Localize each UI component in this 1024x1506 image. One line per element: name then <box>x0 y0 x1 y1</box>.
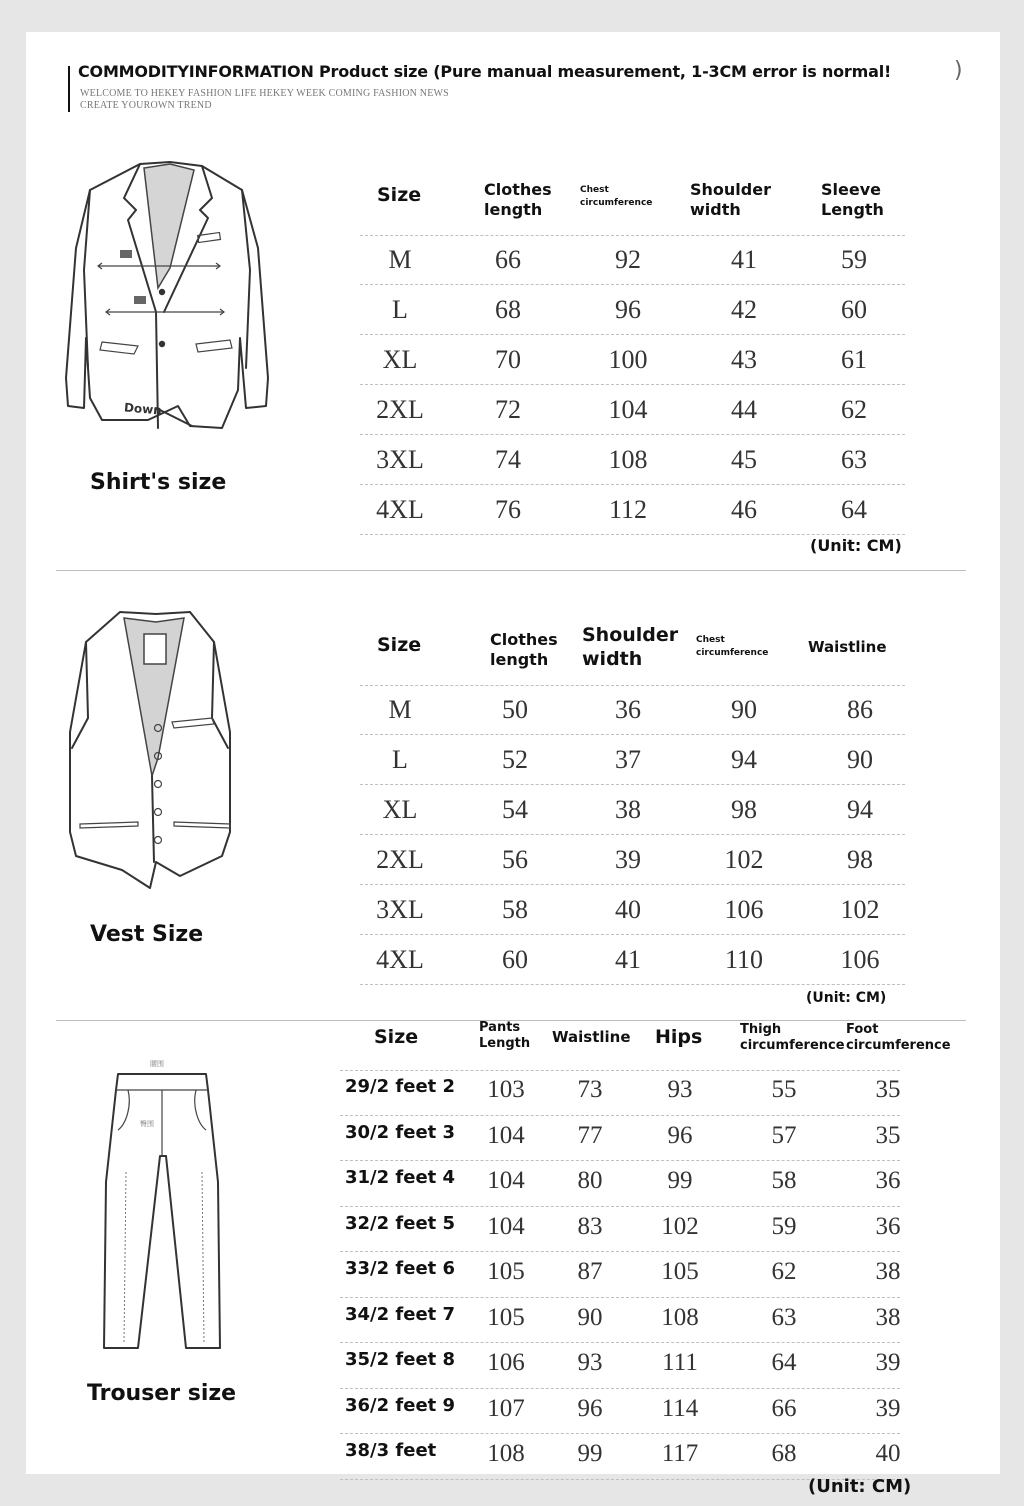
trouser-table-row <box>340 1207 900 1253</box>
trouser-header-5-line-1: circumference <box>846 1038 951 1054</box>
vest-cell: 41 <box>615 945 641 974</box>
vest-header-0 <box>377 634 421 658</box>
page-header <box>68 60 968 112</box>
trouser-cell: 117 <box>661 1440 699 1467</box>
vest-cell: 106 <box>724 895 764 924</box>
trouser-cell: 103 <box>487 1076 525 1103</box>
shirt-cell: 4XL <box>376 495 424 524</box>
trouser-cell: 104 <box>487 1121 525 1149</box>
shirt-header-4 <box>821 180 884 220</box>
trouser-cell: 68 <box>771 1440 797 1467</box>
trouser-cell: 64 <box>771 1349 797 1376</box>
shirt-header-0-line-0: Size <box>377 184 422 206</box>
vest-row-separator <box>360 984 905 985</box>
vest-header-2 <box>582 624 678 672</box>
shirt-cell: 104 <box>608 395 648 424</box>
shirt-cell: 72 <box>495 395 521 424</box>
vest-header-1-line-1: length <box>490 650 549 669</box>
shirt-cell: M <box>388 245 412 274</box>
trouser-cell-size: 34/2 feet 7 <box>345 1303 456 1325</box>
vest-header-4 <box>808 638 887 657</box>
shirt-cell: 45 <box>731 445 757 474</box>
trouser-header-3 <box>655 1026 702 1050</box>
shirt-cell: 61 <box>841 345 867 374</box>
shirt-cell: 68 <box>495 295 521 324</box>
vest-table-row <box>360 685 905 735</box>
trouser-header-4-line-0: Thigh <box>740 1022 782 1037</box>
trouser-table-row <box>340 1343 900 1389</box>
trouser-cell: 38 <box>875 1303 901 1331</box>
shirt-header-3-line-1: width <box>690 200 741 219</box>
trouser-cell: 66 <box>771 1394 797 1422</box>
vest-header-0-line-0: Size <box>377 634 422 656</box>
trouser-cell: 105 <box>487 1303 525 1331</box>
shirt-cell: 43 <box>731 345 757 374</box>
vest-table-row <box>360 835 905 885</box>
shirt-cell: 2XL <box>376 395 424 424</box>
vest-cell: 110 <box>724 945 764 974</box>
trouser-table-row <box>340 1161 900 1207</box>
trouser-size-table <box>340 1020 970 1500</box>
trouser-header-2 <box>552 1028 631 1047</box>
vest-cell: M <box>388 695 412 724</box>
vest-cell: 56 <box>502 845 528 874</box>
shirt-cell: 76 <box>495 495 521 524</box>
trouser-cell: 55 <box>771 1076 797 1103</box>
trouser-cell: 93 <box>577 1349 603 1376</box>
vest-cell: 50 <box>502 695 528 724</box>
trouser-cell: 96 <box>667 1121 693 1149</box>
trouser-table-row <box>340 1389 900 1435</box>
vest-cell: 94 <box>731 745 757 774</box>
vest-cell: 102 <box>724 845 764 874</box>
trouser-cell-size: 29/2 feet 2 <box>345 1076 456 1097</box>
trouser-cell: 83 <box>577 1212 603 1240</box>
shirt-header-2-line-1: circumference <box>580 197 653 208</box>
shirt-table-row <box>360 285 905 335</box>
trouser-cell: 63 <box>771 1303 797 1331</box>
trouser-cell-size: 33/2 feet 6 <box>345 1258 456 1279</box>
shirt-cell: 42 <box>731 295 757 324</box>
vest-illustration <box>62 608 252 898</box>
trouser-cell-size: 31/2 feet 4 <box>345 1167 456 1188</box>
trouser-table-row <box>340 1298 900 1344</box>
trouser-header-4-line-1: circumference <box>740 1038 845 1054</box>
shirt-cell: 66 <box>495 245 521 274</box>
trouser-header-5 <box>846 1022 951 1055</box>
vest-cell: 60 <box>502 945 528 974</box>
vest-cell: 98 <box>731 795 757 824</box>
shirt-cell: 46 <box>731 495 757 524</box>
trouser-table-row <box>340 1434 900 1480</box>
trouser-header-1-line-0: Pants <box>479 1020 521 1035</box>
header-title: COMMODITYINFORMATION Product size (Pure manual measurement, 1-3CM error is normal! <box>78 62 892 81</box>
trouser-cell: 62 <box>771 1258 797 1285</box>
trouser-header-2-line-0: Waistline <box>552 1028 631 1046</box>
trouser-cell: 35 <box>875 1121 901 1149</box>
vest-cell: 86 <box>847 695 873 724</box>
trouser-cell-size: 35/2 feet 8 <box>345 1349 456 1370</box>
vest-header-1 <box>490 630 558 670</box>
trouser-table-row <box>340 1116 900 1162</box>
section-divider-1 <box>56 570 966 571</box>
vest-header-2-line-1: width <box>582 647 643 670</box>
trouser-cell: 36 <box>875 1212 901 1240</box>
trouser-cell: 38 <box>875 1258 901 1285</box>
shirt-header-2-line-0: Chest <box>580 185 609 195</box>
shirt-cell: 62 <box>841 395 867 424</box>
shirt-size-table <box>360 170 905 555</box>
shirt-cell: 3XL <box>376 445 424 474</box>
trouser-header-0 <box>374 1026 418 1050</box>
shirt-header-4-line-0: Sleeve <box>821 180 881 199</box>
shirt-header-1 <box>484 180 552 220</box>
shirt-table-row <box>360 485 905 535</box>
trouser-cell: 80 <box>577 1167 603 1194</box>
shirt-cell: 108 <box>608 445 648 474</box>
vest-table-row <box>360 935 905 985</box>
header-subtitle-line1: WELCOME TO HEKEY FASHION LIFE HEKEY WEEK COMING FASHION NEWS <box>80 88 449 99</box>
vest-unit-label: (Unit: CM) <box>806 990 887 1006</box>
vest-cell: 3XL <box>376 895 424 924</box>
shirt-header-3-line-0: Shoulder <box>690 180 771 199</box>
vest-table-row <box>360 785 905 835</box>
vest-cell: 4XL <box>376 945 424 974</box>
shirt-table-row <box>360 435 905 485</box>
trouser-cell: 39 <box>875 1349 901 1376</box>
shirt-row-separator <box>360 534 905 535</box>
trouser-cell: 87 <box>577 1258 603 1285</box>
shirt-cell: 64 <box>841 495 867 524</box>
shirt-cell: 63 <box>841 445 867 474</box>
shirt-cell: L <box>392 295 408 324</box>
trouser-cell: 73 <box>577 1076 603 1103</box>
trouser-cell: 105 <box>661 1258 699 1285</box>
vest-cell: 58 <box>502 895 528 924</box>
shirt-header-3 <box>690 180 771 220</box>
shirt-table-row <box>360 235 905 285</box>
svg-text:臀围: 臀围 <box>140 1120 154 1128</box>
shirt-header-1-line-1: length <box>484 200 543 219</box>
shirt-cell: 59 <box>841 245 867 274</box>
vest-cell: 102 <box>840 895 880 924</box>
shirt-header-2 <box>580 184 652 209</box>
vest-header-1-line-0: Clothes <box>490 630 558 649</box>
trouser-header-4 <box>740 1022 845 1055</box>
vest-cell: 40 <box>615 895 641 924</box>
trouser-cell: 105 <box>487 1258 525 1285</box>
vest-section-label: Vest Size <box>90 922 204 947</box>
vest-table-row <box>360 735 905 785</box>
shirt-header-1-line-0: Clothes <box>484 180 552 199</box>
shirt-cell: 41 <box>731 245 757 274</box>
shirt-cell: 96 <box>615 295 641 324</box>
shirt-cell: 112 <box>608 495 648 524</box>
shirt-cell: 100 <box>608 345 648 374</box>
shirt-cell: 74 <box>495 445 521 474</box>
svg-text:腰围: 腰围 <box>150 1060 164 1068</box>
trouser-cell: 99 <box>577 1440 603 1467</box>
shirt-cell: 60 <box>841 295 867 324</box>
vest-cell: XL <box>382 795 418 824</box>
vest-cell: 106 <box>840 945 880 974</box>
vest-cell: 54 <box>502 795 528 824</box>
shirt-table-row <box>360 335 905 385</box>
trouser-section-label: Trouser size <box>87 1381 237 1406</box>
vest-header-separator <box>360 684 905 686</box>
trouser-cell: 90 <box>577 1303 603 1331</box>
vest-cell: 90 <box>731 695 757 724</box>
vest-size-table <box>360 620 905 1010</box>
trouser-cell-size: 30/2 feet 3 <box>345 1121 456 1143</box>
trouser-cell: 114 <box>661 1394 699 1422</box>
trouser-illustration <box>96 1052 226 1352</box>
jacket-illustration <box>62 158 272 438</box>
trouser-cell-size: 38/3 feet <box>345 1440 437 1461</box>
shirt-unit-label: (Unit: CM) <box>810 536 902 555</box>
header-corner-mark: ) <box>954 58 963 83</box>
shirt-table-row <box>360 385 905 435</box>
trouser-header-1-line-1: Length <box>479 1036 531 1052</box>
trouser-cell: 104 <box>487 1212 525 1240</box>
trouser-cell: 59 <box>771 1212 797 1240</box>
trouser-table-row <box>340 1070 900 1116</box>
vest-cell: 52 <box>502 745 528 774</box>
shirt-cell: XL <box>382 345 418 374</box>
trouser-cell: 107 <box>487 1394 525 1422</box>
vest-header-2-line-0: Shoulder <box>582 624 679 646</box>
shirt-header-separator <box>360 234 905 236</box>
trouser-cell: 36 <box>875 1167 901 1194</box>
vest-table-row <box>360 885 905 935</box>
header-accent-bar <box>68 66 70 112</box>
trouser-cell: 35 <box>875 1076 901 1103</box>
trouser-table-row <box>340 1252 900 1298</box>
shirt-cell: 92 <box>615 245 641 274</box>
trouser-cell: 57 <box>771 1121 797 1149</box>
trouser-cell: 40 <box>875 1440 901 1467</box>
trouser-header-0-line-0: Size <box>374 1026 419 1048</box>
trouser-cell: 93 <box>667 1076 693 1103</box>
shirt-header-0 <box>377 184 421 208</box>
trouser-cell-size: 32/2 feet 5 <box>345 1212 456 1234</box>
jacket-tag-label: Down <box>123 400 163 418</box>
trouser-cell: 104 <box>487 1167 525 1194</box>
vest-cell: 90 <box>847 745 873 774</box>
trouser-cell: 58 <box>771 1167 797 1194</box>
vest-cell: L <box>392 745 408 774</box>
shirt-section-label: Shirt's size <box>90 470 227 495</box>
vest-cell: 98 <box>847 845 873 874</box>
trouser-header-3-line-0: Hips <box>655 1026 703 1048</box>
vest-cell: 39 <box>615 845 641 874</box>
trouser-cell: 108 <box>661 1303 699 1331</box>
trouser-cell: 108 <box>487 1440 525 1467</box>
trouser-cell: 77 <box>577 1121 603 1149</box>
trouser-cell: 99 <box>667 1167 693 1194</box>
shirt-header-4-line-1: Length <box>821 200 884 219</box>
trouser-cell-size: 36/2 feet 9 <box>345 1394 456 1416</box>
shirt-cell: 70 <box>495 345 521 374</box>
vest-header-3-line-0: Chest <box>696 635 725 645</box>
trouser-cell: 106 <box>487 1349 525 1376</box>
shirt-cell: 44 <box>731 395 757 424</box>
trouser-cell: 96 <box>577 1394 603 1422</box>
vest-header-3 <box>696 634 768 659</box>
header-subtitle-line2: CREATE YOUROWN TREND <box>80 100 212 111</box>
trouser-header-5-line-0: Foot <box>846 1022 879 1037</box>
trouser-cell: 39 <box>875 1394 901 1422</box>
trouser-cell: 102 <box>661 1212 699 1240</box>
trouser-unit-label: (Unit: CM) <box>808 1476 912 1497</box>
vest-cell: 37 <box>615 745 641 774</box>
vest-cell: 94 <box>847 795 873 824</box>
vest-cell: 36 <box>615 695 641 724</box>
vest-header-4-line-0: Waistline <box>808 638 887 656</box>
vest-cell: 2XL <box>376 845 424 874</box>
trouser-header-1 <box>479 1020 530 1053</box>
trouser-cell: 111 <box>662 1349 698 1376</box>
vest-cell: 38 <box>615 795 641 824</box>
trouser-header-separator <box>340 1069 900 1071</box>
vest-header-3-line-1: circumference <box>696 647 769 658</box>
